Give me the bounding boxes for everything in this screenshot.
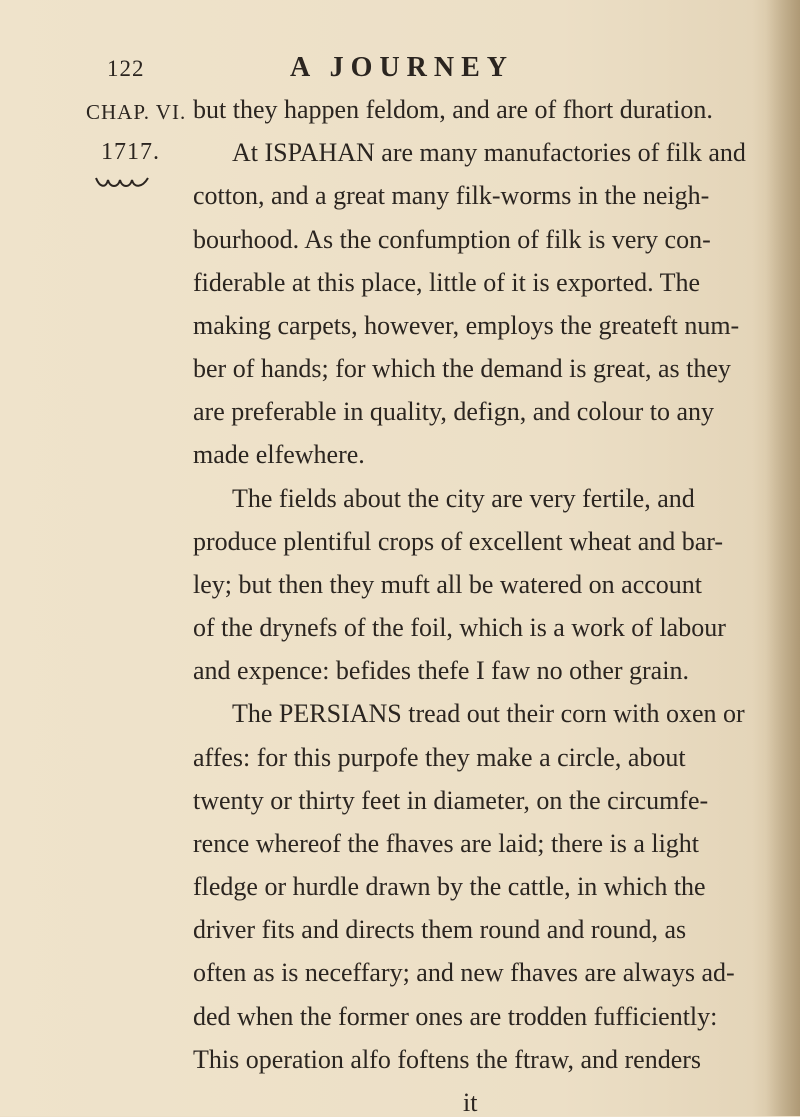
text-line: ley; but then they muft all be watered on account (193, 570, 702, 599)
text-line: bourhood. As the confumption of filk is very con- (193, 225, 711, 254)
text-line: making carpets, however, employs the greateft num- (193, 311, 740, 340)
text-line: it (463, 1088, 478, 1117)
text-line: and expence: befides thefe I faw no other grain. (193, 656, 689, 685)
text-line: ded when the former ones are trodden fufficiently: (193, 1002, 718, 1031)
margin-ornament-icon (94, 172, 150, 192)
text-line: This operation alfo foftens the ftraw, and renders (193, 1045, 702, 1074)
text-line: of the drynefs of the foil, which is a work of labour (193, 613, 726, 642)
text-line: cotton, and a great many filk-worms in the neigh- (193, 181, 710, 210)
margin-year: 1717. (101, 139, 160, 165)
text-line: The fields about the city are very fertile, and (232, 484, 695, 513)
text-line: The PERSIANS tread out their corn with oxen or (232, 699, 745, 728)
text-line: but they happen feldom, and are of fhort duration. (193, 95, 713, 124)
text-line: fiderable at this place, little of it is exported. The (193, 268, 701, 297)
text-line: At ISPAHAN are many manufactories of filk and (232, 138, 746, 167)
text-line: driver fits and directs them round and round, as (193, 915, 687, 944)
text-line: fledge or hurdle drawn by the cattle, in which the (193, 872, 706, 901)
running-title: A JOURNEY (290, 52, 515, 83)
margin-chapter-label: CHAP. VI. (86, 100, 187, 124)
page-edge-shadow (766, 0, 800, 1116)
text-line: ber of hands; for which the demand is great, as they (193, 354, 731, 383)
text-line: often as is neceffary; and new fhaves are always ad- (193, 958, 735, 987)
text-line: twenty or thirty feet in diameter, on the circumfe- (193, 786, 709, 815)
text-line: made elfewhere. (193, 440, 365, 469)
text-line: affes: for this purpofe they make a circle, about (193, 743, 686, 772)
text-line: rence whereof the fhaves are laid; there is a light (193, 829, 700, 858)
text-line: are preferable in quality, defign, and colour to any (193, 397, 714, 426)
page-number: 122 (107, 56, 145, 81)
text-line: produce plentiful crops of excellent wheat and bar- (193, 527, 724, 556)
